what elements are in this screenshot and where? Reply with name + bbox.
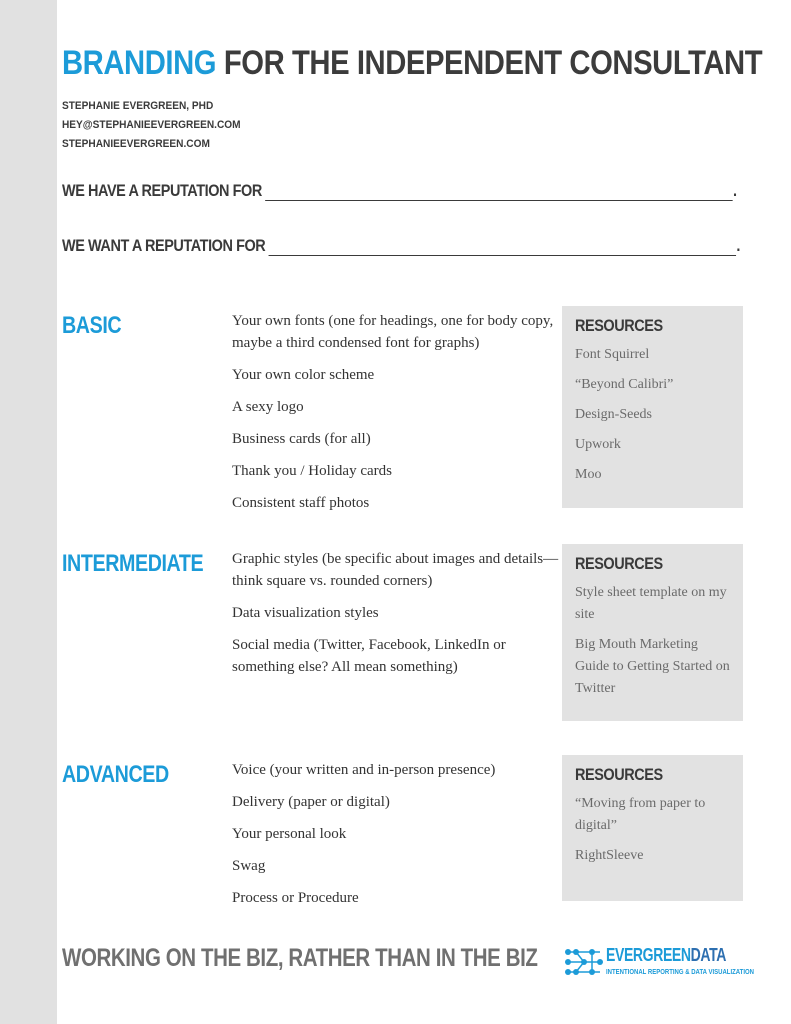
list-item: Thank you / Holiday cards	[232, 463, 392, 479]
reputation-want-period: .	[736, 236, 741, 255]
list-item: Your personal look	[232, 826, 347, 842]
page-title	[62, 44, 762, 83]
resource-link[interactable]: Design-Seeds	[575, 407, 652, 422]
list-item: Consistent staff photos	[232, 495, 370, 511]
intermediate-items-list	[232, 548, 562, 678]
list-item: Your own fonts (one for headings, one for body copy, maybe a third condensed font for graphs)	[232, 313, 554, 351]
resource-link[interactable]: RightSleeve	[575, 848, 644, 863]
resources-title: RESOURCES	[575, 316, 663, 335]
resources-box-basic	[562, 306, 743, 508]
author-email[interactable]: HEY@STEPHANIEEVERGREEN.COM	[62, 119, 241, 131]
resources-title: RESOURCES	[575, 765, 663, 784]
list-item: Swag	[232, 858, 266, 874]
resource-link[interactable]: Big Mouth Marketing Guide to Getting Started on Twitter	[575, 637, 730, 696]
reputation-have-blank[interactable]	[265, 184, 733, 201]
resource-link[interactable]: “Beyond Calibri”	[575, 377, 674, 392]
logo-wordmark	[606, 945, 726, 966]
advanced-items-list	[232, 759, 562, 909]
list-item: Process or Procedure	[232, 890, 359, 906]
resource-link[interactable]: Style sheet template on my site	[575, 585, 727, 622]
basic-items-list	[232, 310, 562, 514]
section-heading-intermediate: INTERMEDIATE	[62, 550, 204, 577]
network-dots-icon	[562, 944, 604, 980]
list-item: Social media (Twitter, Facebook, LinkedIn or something else? All mean something)	[232, 637, 506, 675]
resource-link[interactable]: Font Squirrel	[575, 347, 650, 362]
section-heading-advanced: ADVANCED	[62, 761, 169, 788]
footer-tagline: WORKING ON THE BIZ, RATHER THAN IN THE BIZ	[62, 944, 538, 972]
resources-box-intermediate	[562, 544, 743, 721]
author-name: STEPHANIE EVERGREEN, PHD	[62, 100, 214, 112]
resource-link[interactable]: Upwork	[575, 437, 621, 452]
logo-word-data: DATA	[690, 945, 727, 965]
list-item: Voice (your written and in-person presence)	[232, 762, 496, 778]
list-item: Delivery (paper or digital)	[232, 794, 390, 810]
reputation-want-label: WE WANT A REPUTATION FOR	[62, 236, 266, 255]
title-rest: FOR THE INDEPENDENT CONSULTANT	[223, 44, 763, 82]
section-heading-basic: BASIC	[62, 312, 122, 339]
list-item: Data visualization styles	[232, 605, 379, 621]
list-item: Your own color scheme	[232, 367, 375, 383]
left-margin-stripe	[0, 0, 57, 1024]
resources-list-intermediate	[575, 582, 730, 700]
title-highlight: BRANDING	[62, 44, 217, 82]
reputation-want-blank[interactable]	[269, 239, 737, 256]
reputation-have-line	[62, 181, 737, 201]
list-item: A sexy logo	[232, 399, 304, 415]
reputation-have-label: WE HAVE A REPUTATION FOR	[62, 181, 262, 200]
resources-box-advanced	[562, 755, 743, 901]
author-website[interactable]: STEPHANIEEVERGREEN.COM	[62, 138, 210, 150]
resource-link[interactable]: Moo	[575, 467, 602, 482]
list-item: Graphic styles (be specific about images and details—think square vs. rounded corners)	[232, 551, 559, 589]
logo-subtitle: INTENTIONAL REPORTING & DATA VISUALIZATION	[606, 967, 754, 976]
resources-title: RESOURCES	[575, 554, 663, 573]
resources-list-basic	[575, 344, 730, 486]
reputation-have-period: .	[732, 181, 737, 200]
reputation-want-line	[62, 236, 740, 256]
logo-word-evergreen: EVERGREEN	[606, 945, 691, 965]
evergreen-data-logo	[562, 944, 754, 980]
resources-list-advanced	[575, 793, 730, 867]
resource-link[interactable]: “Moving from paper to digital”	[575, 796, 706, 833]
list-item: Business cards (for all)	[232, 431, 371, 447]
